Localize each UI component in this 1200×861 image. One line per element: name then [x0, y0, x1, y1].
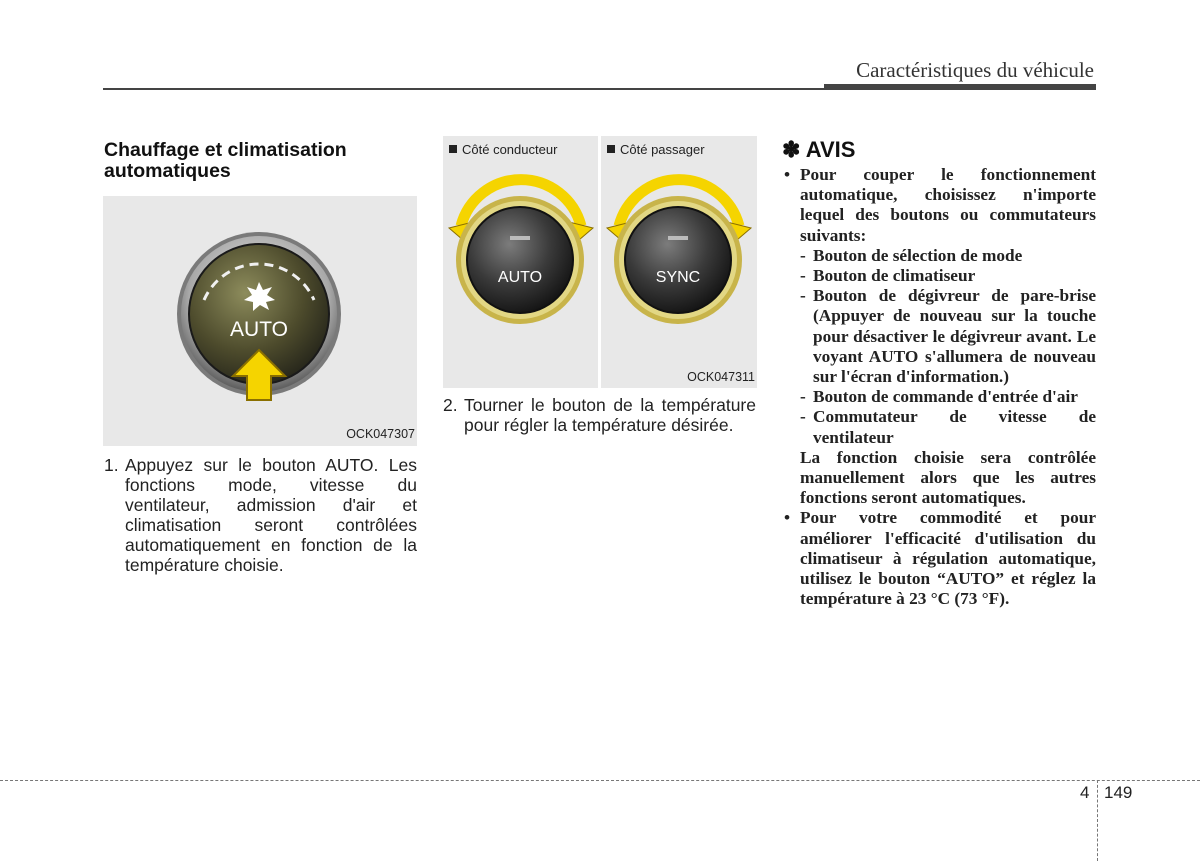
notice-note: La fonction choisie sera contrôlée manuellement alors que les autres fonctions seront automatiques.	[800, 447, 1096, 508]
notice-sub-item: - Bouton de climatiseur	[800, 266, 976, 286]
square-bullet-icon	[607, 145, 615, 153]
step-1	[104, 455, 417, 575]
footer-dashed-divider	[1097, 780, 1098, 861]
step-2	[443, 395, 756, 435]
figure-driver-side	[443, 136, 598, 388]
figure-auto-button	[103, 196, 417, 446]
notice-sub-item: - Bouton de sélection de mode	[800, 245, 1023, 265]
notice-bullet: • Pour couper le fonctionnement automatique, choisissez n'importe lequel des boutons ou commutateurs suivants:	[784, 165, 1096, 245]
knob-auto-label: AUTO	[497, 269, 543, 286]
step-text: Tourner le bouton de la température pour régler la température désirée.	[464, 395, 756, 435]
notice-box	[782, 165, 1096, 609]
notice-bullet: • Pour votre commodité et pour améliorer l'efficacité d'utilisation du climatiseur à régulation automatique, utilisez le bouton “AUTO” et réglez la température à 23 °C (73 °F).	[784, 508, 1096, 609]
chapter-number: 4	[1080, 783, 1090, 802]
knob-sync-label: SYNC	[655, 269, 701, 286]
section-title: Chauffage et climatisation automatiques	[104, 139, 347, 182]
passenger-temperature-knob	[601, 166, 757, 326]
header-tab-bar	[824, 84, 1096, 90]
step-text: Appuyez sur le bouton AUTO. Les fonctions mode, vitesse du ventilateur, admission d'air et climatisation seront contrôlées automatiquement en fonction de la température choisie.	[125, 455, 417, 575]
figure-code: OCK047311	[687, 370, 755, 384]
page-number: 149	[1104, 783, 1133, 802]
driver-temperature-knob	[443, 166, 598, 326]
knob-auto-label: AUTO	[230, 318, 288, 341]
footer-dashed-line	[0, 780, 1200, 781]
step-number: 1.	[104, 455, 119, 475]
square-bullet-icon	[449, 145, 457, 153]
notice-sub-item: - Commutateur de vitesse de ventilateur	[800, 407, 1096, 447]
caption-driver-side: Côté conducteur	[449, 142, 557, 157]
notice-sub-item: - Bouton de dégivreur de pare-brise (Appuyer de nouveau sur la touche pour désactiver le dégivreur avant. Le voyant AUTO s'allumera de nouveau sur l'écran d'information.)	[800, 286, 1096, 387]
figure-code: OCK047307	[346, 427, 415, 441]
running-header-title: Caractéristiques du véhicule	[856, 58, 1094, 82]
notice-title: ✽ AVIS	[782, 137, 856, 162]
notice-sub-item: - Bouton de commande d'entrée d'air	[800, 387, 1078, 407]
auto-knob-illustration	[103, 196, 417, 446]
figure-passenger-side	[601, 136, 757, 388]
step-number: 2.	[443, 395, 458, 415]
caption-passenger-side: Côté passager	[607, 142, 705, 157]
